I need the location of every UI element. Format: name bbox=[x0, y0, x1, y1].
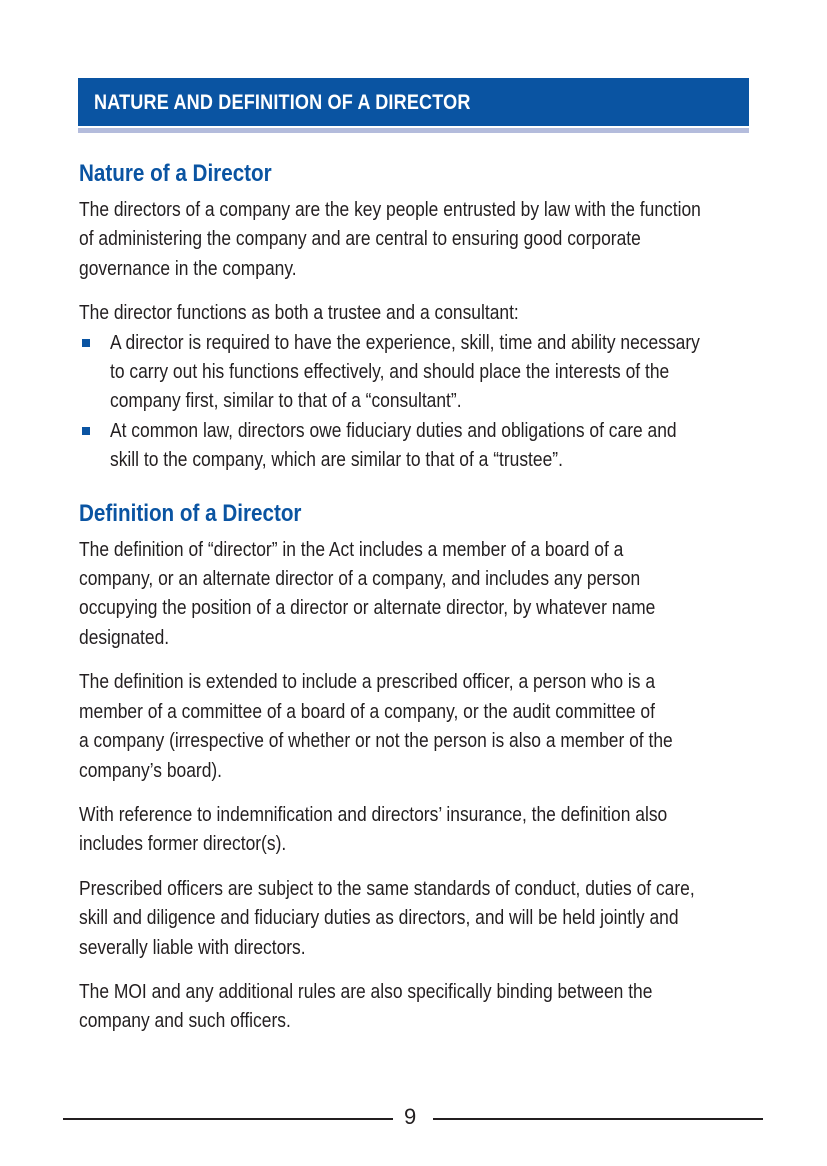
section-header-title: NATURE AND DEFINITION OF A DIRECTOR bbox=[94, 91, 471, 114]
square-bullet-icon bbox=[82, 427, 90, 435]
text-line: a company (irrespective of whether or not the person is also a member of the bbox=[79, 729, 673, 753]
text-line: severally liable with directors. bbox=[79, 935, 306, 959]
footer-rule-right bbox=[433, 1118, 763, 1120]
section-header-band bbox=[78, 78, 749, 126]
text-line: company’s board). bbox=[79, 758, 223, 782]
page-number: 9 bbox=[404, 1104, 417, 1129]
paragraph bbox=[79, 667, 779, 785]
footer-rule-left bbox=[63, 1118, 393, 1120]
text-line: At common law, directors owe fiduciary duties and obligations of care and bbox=[110, 418, 677, 442]
bullet-list bbox=[79, 328, 779, 475]
heading-definition-of-director: Definition of a Director bbox=[79, 499, 302, 527]
text-line: company first, similar to that of a “consultant”. bbox=[110, 389, 462, 413]
paragraph bbox=[79, 874, 779, 962]
text-line: includes former director(s). bbox=[79, 832, 287, 856]
text-line: A director is required to have the experience, skill, time and ability necessary bbox=[110, 330, 700, 354]
text-line: The MOI and any additional rules are also specifically binding between the bbox=[79, 979, 653, 1003]
text-line: member of a committee of a board of a company, or the audit committee of bbox=[79, 699, 655, 723]
text-line: The definition of “director” in the Act includes a member of a board of a bbox=[79, 537, 624, 561]
text-line: skill and diligence and fiduciary duties as directors, and will be held jointly and bbox=[79, 906, 679, 930]
text-line: company and such officers. bbox=[79, 1009, 291, 1033]
text-line: of administering the company and are central to ensuring good corporate bbox=[79, 227, 641, 251]
text-line: The directors of a company are the key people entrusted by law with the function bbox=[79, 198, 701, 221]
lead-in-text: The director functions as both a trustee and a consultant: bbox=[79, 301, 519, 325]
text-line: The definition is extended to include a prescribed officer, a person who is a bbox=[79, 670, 656, 694]
paragraph bbox=[79, 195, 779, 283]
text-line: Prescribed officers are subject to the same standards of conduct, duties of care, bbox=[79, 876, 695, 900]
paragraph bbox=[79, 535, 779, 653]
list-item bbox=[79, 416, 779, 475]
page-content bbox=[79, 160, 779, 1051]
text-line: governance in the company. bbox=[79, 256, 297, 280]
text-line: skill to the company, which are similar to that of a “trustee”. bbox=[110, 448, 563, 472]
paragraph bbox=[79, 800, 779, 859]
text-line: company, or an alternate director of a company, and includes any person bbox=[79, 567, 641, 591]
paragraph bbox=[79, 977, 779, 1036]
text-line: With reference to indemnification and directors’ insurance, the definition also bbox=[79, 802, 668, 826]
heading-nature-of-director: Nature of a Director bbox=[79, 160, 272, 187]
square-bullet-icon bbox=[82, 339, 90, 347]
text-line: to carry out his functions effectively, and should place the interests of the bbox=[110, 360, 670, 384]
list-item bbox=[79, 328, 779, 416]
text-line: occupying the position of a director or alternate director, by whatever name bbox=[79, 596, 656, 620]
text-line: designated. bbox=[79, 625, 170, 649]
header-underline bbox=[78, 128, 749, 133]
